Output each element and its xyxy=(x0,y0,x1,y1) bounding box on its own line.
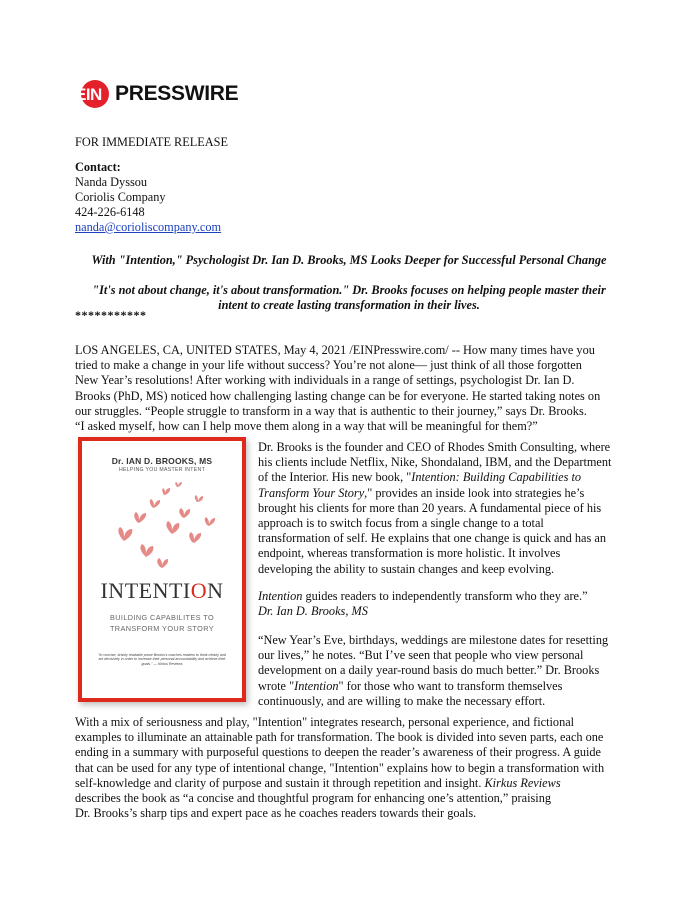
paragraph-book-summary xyxy=(75,715,623,821)
contact-block xyxy=(75,160,221,235)
text-line: “New Year’s Eve, birthdays, weddings are milestone dates for resetting xyxy=(258,633,609,647)
text-line: Transform Your Story," provides an inside look into strategies he’s xyxy=(258,485,585,500)
headline: With "Intention," Psychologist Dr. Ian D. Brooks, MS Looks Deeper for Successful Personal Change xyxy=(91,253,607,267)
text-line: Intention guides readers to independently transform who they are.” xyxy=(258,589,588,603)
book-blurb: "In concise, briskly readable prose Brooks's coaches readers to think clearly and act decisively in order to increase their personal accountability and achieve their goals." — Kirkus Reviews xyxy=(98,653,226,666)
text-line: his clients include Netflix, Nike, Shondaland, IBM, and the Department xyxy=(258,455,612,470)
logo-wordmark: PRESSWIRE xyxy=(115,82,239,105)
book-tagline: HELPING YOU MASTER INTENT xyxy=(118,467,206,473)
text-line: approach is to switch focus from a single change to a total xyxy=(258,516,544,531)
text-line: tried to make a change in your life without success? You’re not alone— just think of all those forgotten xyxy=(75,358,582,373)
contact-email-link[interactable]: nanda@corioliscompany.com xyxy=(75,220,222,234)
text-line: describes the book as “a concise and thoughtful program for enhancing one’s attention,” praising xyxy=(75,791,552,806)
book-cover-image xyxy=(78,437,246,702)
text-line: “I asked myself, how can I help move them along in a way that will be meaningful for them?” xyxy=(75,419,538,434)
paragraph-milestones xyxy=(258,633,625,709)
text-line: development on a daily year-round basis do much better.” Dr. Brooks xyxy=(258,663,600,678)
book-title: INTENTION xyxy=(100,578,224,603)
text-line: our struggles. “People struggle to transform in a way that is authentic to their journey,” says Dr. Brooks. xyxy=(75,403,587,418)
butterflies-illustration xyxy=(82,477,242,577)
paragraph-intro xyxy=(75,343,623,434)
contact-phone: 424-226-6148 xyxy=(75,205,145,219)
text-line: of the Interior. His new book, "Intention: Building Capabilities to xyxy=(258,470,582,485)
text-line: wrote "Intention" for those who want to transform themselves xyxy=(258,678,563,693)
book-author: Dr. IAN D. BROOKS, MS xyxy=(111,456,213,466)
text-line: endpoint, whereas transformation is more holistic. It involves xyxy=(258,546,561,561)
text-line: continuously, and are willing to make the necessary effort. xyxy=(258,693,546,708)
text-line: brought his clients for more than 20 years. A fundamental piece of his xyxy=(258,500,602,515)
text-line: Brooks (PhD, MS) noticed how challenging lasting change can be for everyone. He started taking notes on xyxy=(75,388,601,403)
text-line: ending in a summary with purposeful questions to deepen the reader’s awareness of their progress. A guide xyxy=(75,745,602,760)
text-line: Dr. Brooks is the founder and CEO of Rhodes Smith Consulting, where xyxy=(258,440,611,454)
ein-logo-mark: EIN xyxy=(75,80,117,108)
paragraph-quote xyxy=(258,589,625,619)
subhead-line: intent to create lasting transformation in their lives. xyxy=(218,298,480,312)
text-line: examples to illuminate an attainable path for transformation. The book is divided into seven parts, each one xyxy=(75,730,604,745)
text-line: With a mix of seriousness and play, "Intention" integrates research, personal experience, and fictional xyxy=(75,715,575,729)
text-line: that can be used for any type of intentional change, "Intention" explains how to begin a transformation with xyxy=(75,760,605,775)
quote-signature: Dr. Ian D. Brooks, MS xyxy=(258,604,368,619)
text-line: our lives,” he notes. “But I’ve seen that people who view personal xyxy=(258,648,584,663)
contact-name: Nanda Dyssou xyxy=(75,175,148,189)
subhead-line: "It's not about change, it's about transformation." Dr. Brooks focuses on helping people master their xyxy=(92,283,606,297)
book-subtitle: BUILDING CAPABILITES TO xyxy=(109,613,215,622)
einpresswire-logo xyxy=(75,80,238,108)
text-line: self-knowledge and clarity of purpose and sustain it through repetition and insight. Kirkus Reviews xyxy=(75,775,561,790)
book-subtitle: TRANSFORM YOUR STORY xyxy=(109,624,215,633)
text-line: LOS ANGELES, CA, UNITED STATES, May 4, 2021 /EINPresswire.com/ -- How many times have you xyxy=(75,343,595,357)
contact-company: Coriolis Company xyxy=(75,190,166,204)
separator: *********** xyxy=(75,308,147,322)
text-line: transformation of self. He explains that one change is quick and has an xyxy=(258,531,606,546)
subheadline xyxy=(75,283,623,313)
contact-label: Contact: xyxy=(75,160,121,174)
text-line: developing the ability to sustain changes and keep evolving. xyxy=(258,561,555,576)
release-notice: FOR IMMEDIATE RELEASE xyxy=(75,135,229,149)
paragraph-founder xyxy=(258,440,625,577)
text-line: Dr. Brooks’s sharp tips and expert pace as he coaches readers towards their goals. xyxy=(75,806,477,821)
text-line: New Year’s resolutions! After working with individuals in a range of settings, psychologist Dr. Ian D. xyxy=(75,373,575,388)
